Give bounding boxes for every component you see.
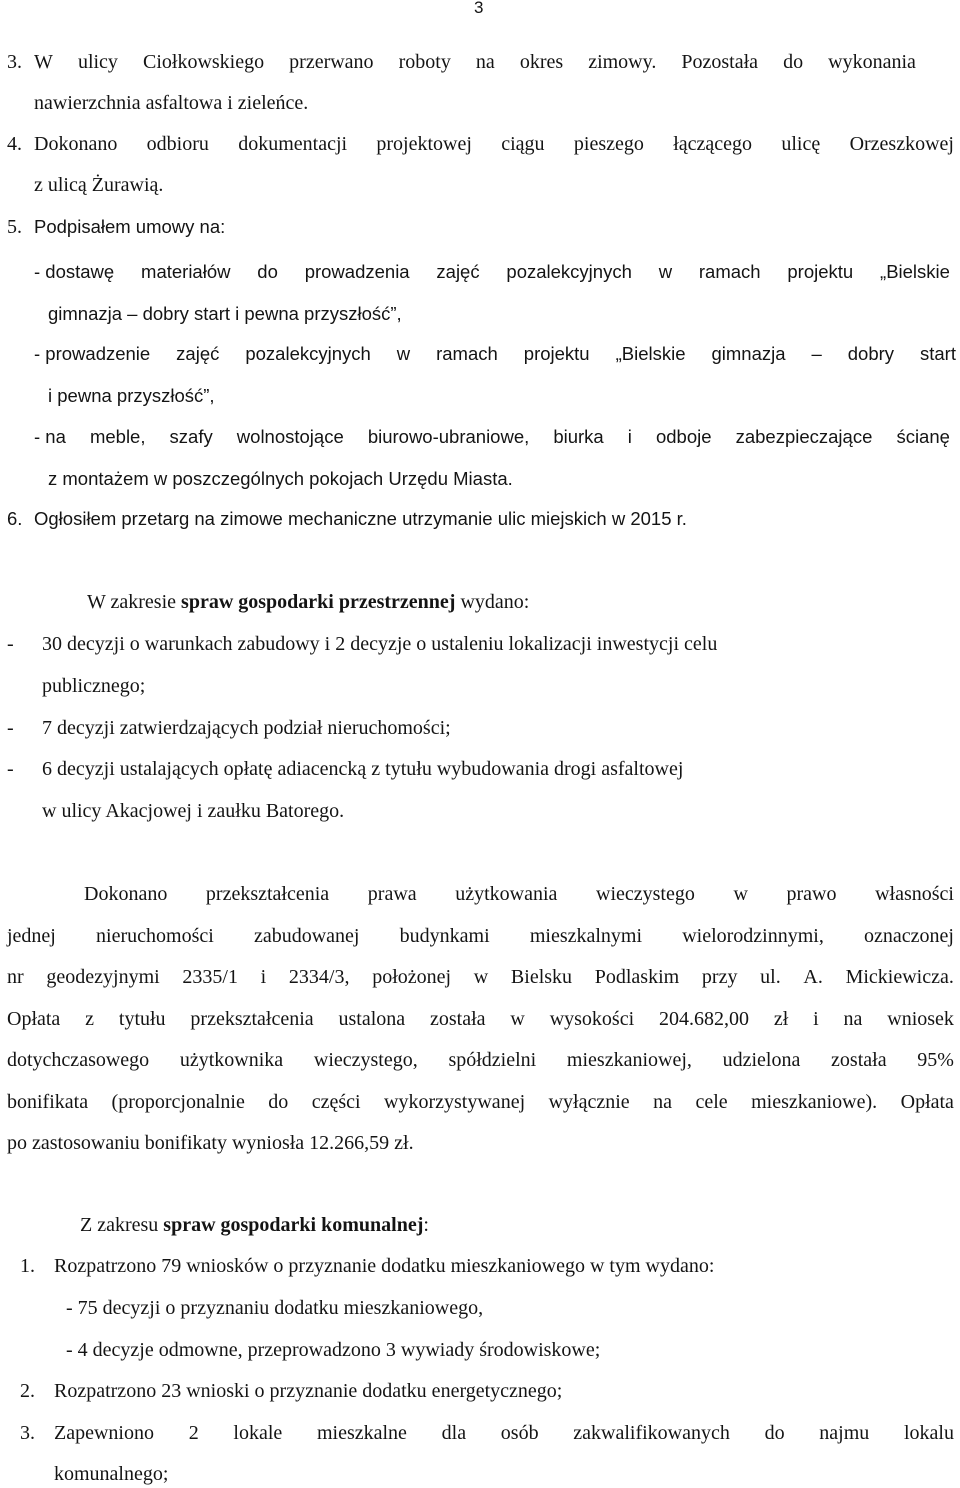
item-5-sub-2-line-1 (34, 342, 956, 366)
word: - prowadzenie (34, 343, 151, 364)
word: biurowo-ubraniowe, (367, 426, 530, 447)
word: łączącego (673, 133, 753, 155)
communal-item-2-number: 2. (20, 1380, 35, 1402)
word: start (920, 343, 956, 364)
word: jednej (7, 925, 56, 947)
word: wysokości (549, 1008, 635, 1030)
spatial-bullet-1-line-1: 30 decyzji o warunkach zabudowy i 2 decyzje o ustaleniu lokalizacji inwestycji celu (42, 633, 718, 655)
word: wykorzystywanej (384, 1091, 526, 1113)
word: nieruchomości (96, 925, 214, 947)
word: dotychczasowego (7, 1049, 150, 1071)
communal-item-1-sub-1: - 75 decyzji o przyznaniu dodatku mieszkaniowego, (66, 1297, 484, 1319)
word: Bielsku (510, 966, 573, 988)
word: projektu (523, 343, 590, 364)
word: 95% (917, 1049, 954, 1071)
item-3-line-2: nawierzchnia asfaltowa i zieleńce. (34, 92, 309, 114)
word: 2334/3, (288, 966, 350, 988)
word: pieszego (573, 133, 644, 155)
word: do (268, 1091, 289, 1113)
word: i (813, 1008, 819, 1030)
word: użytkowania (455, 883, 558, 905)
word: Opłata (7, 1008, 61, 1030)
word: projektu (787, 261, 854, 282)
word: okres (519, 51, 564, 73)
word: oznaczonej (864, 925, 954, 947)
word: zabudowanej (253, 925, 360, 947)
word: Podlaskim (594, 966, 680, 988)
word: wieczystego (596, 883, 695, 905)
word: projektowej (376, 133, 472, 155)
conversion-line-6 (7, 1090, 954, 1114)
word: nr (7, 966, 24, 988)
item-4-line-2: z ulicą Żurawią. (34, 174, 164, 196)
word: 204.682,00 (658, 1008, 749, 1030)
word: użytkownika (179, 1049, 284, 1071)
item-5-sub-3-line-2: z montażem w poszczególnych pokojach Urzędu Miasta. (48, 468, 513, 489)
word: na (653, 1091, 672, 1113)
spatial-bullet-3-dash: - (7, 758, 14, 780)
word: w (473, 966, 489, 988)
word: zajęć (436, 261, 480, 282)
word: przy (701, 966, 738, 988)
word: geodezyjnymi (46, 966, 160, 988)
word: – (811, 343, 822, 364)
word: w (510, 1008, 525, 1030)
item-5-sub-2-line-2: i pewna przyszłość”, (48, 385, 215, 406)
word: tytułu (118, 1008, 166, 1030)
communal-item-3-line-2: komunalnego; (54, 1463, 169, 1485)
word: biurka (553, 426, 604, 447)
word: udzielona (722, 1049, 801, 1071)
item-5-number: 5. (7, 216, 22, 238)
spatial-bullet-3-line-1: 6 decyzji ustalających opłatę adiacencką z tytułu wybudowania drogi asfaltowej (42, 758, 684, 780)
word: gimnazja (711, 343, 786, 364)
word: „Bielskie (880, 261, 950, 282)
word: lokalu (904, 1422, 954, 1444)
word: A. (803, 966, 823, 988)
word: wolnostojące (236, 426, 344, 447)
item-5-sub-1-line-1 (34, 260, 950, 284)
word: na (475, 51, 495, 73)
word: szafy (169, 426, 213, 447)
communal-item-2-text: Rozpatrzono 23 wnioski o przyznanie dodatku energetycznego; (54, 1380, 563, 1402)
word: zabezpieczające (735, 426, 873, 447)
word: - na (34, 426, 66, 447)
word: ciągu (501, 133, 545, 155)
word: dokumentacji (238, 133, 348, 155)
item-3-number: 3. (7, 51, 22, 73)
item-5-sub-1-line-2: gimnazja – dobry start i pewna przyszłość”, (48, 303, 402, 324)
item-4-number: 4. (7, 133, 22, 155)
word: pozalekcyjnych (506, 261, 632, 282)
word: bonifikata (7, 1091, 89, 1113)
word: prawa (367, 883, 417, 905)
word: lokale (233, 1422, 283, 1444)
conversion-line-1 (84, 882, 954, 906)
word: ustalona (338, 1008, 406, 1030)
communal-item-3-number: 3. (20, 1422, 35, 1444)
communal-item-1-sub-2: - 4 decyzje odmowne, przeprowadzono 3 wywiady środowiskowe; (66, 1339, 601, 1361)
word: w (733, 883, 748, 905)
word: w (658, 261, 673, 282)
word: własności (875, 883, 954, 905)
word: przerwano (289, 51, 374, 73)
word: mieszkaniowe). (751, 1091, 878, 1113)
word: w (396, 343, 411, 364)
word: (proporcjonalnie (111, 1091, 245, 1113)
communal-item-1-number: 1. (20, 1255, 35, 1277)
word: prowadzenia (304, 261, 410, 282)
word: Dokonano (84, 883, 168, 905)
item-5-sub-3-line-1 (34, 425, 950, 449)
word: do (257, 261, 278, 282)
conversion-line-5 (7, 1048, 954, 1072)
word: cele (695, 1091, 728, 1113)
spatial-bullet-2-line-1: 7 decyzji zatwierdzających podział nieruchomości; (42, 717, 451, 739)
word: 2335/1 (182, 966, 238, 988)
word: Opłata (900, 1091, 954, 1113)
word: dla (441, 1422, 467, 1444)
word: i (627, 426, 632, 447)
item-5-line-1: Podpisałem umowy na: (34, 216, 226, 237)
word: meble, (89, 426, 146, 447)
word: Mickiewicza. (845, 966, 954, 988)
word: na (843, 1008, 863, 1030)
word: Orzeszkowej (849, 133, 954, 155)
communal-intro: Z zakresu spraw gospodarki komunalnej: (80, 1214, 429, 1236)
word: wielorodzinnymi, (682, 925, 824, 947)
word: z (85, 1008, 95, 1030)
spatial-bullet-1-dash: - (7, 633, 14, 655)
word: przekształcenia (190, 1008, 314, 1030)
item-6-line-1: Ogłosiłem przetarg na zimowe mechaniczne utrzymanie ulic miejskich w 2015 r. (34, 508, 687, 529)
spatial-intro: W zakresie spraw gospodarki przestrzennej wydano: (87, 591, 530, 613)
word: najmu (819, 1422, 870, 1444)
word: mieszkalnymi (529, 925, 643, 947)
word: przekształcenia (205, 883, 330, 905)
word: Zapewniono (54, 1422, 154, 1444)
item-3-line-1 (34, 50, 916, 74)
word: odboje (655, 426, 712, 447)
word: „Bielskie (615, 343, 686, 364)
word: ulicę (781, 133, 821, 155)
word: ramach (436, 343, 498, 364)
word: odbioru (146, 133, 209, 155)
conversion-line-7: po zastosowaniu bonifikaty wyniosła 12.266,59 zł. (7, 1132, 414, 1154)
word: materiałów (141, 261, 231, 282)
communal-item-1-text: Rozpatrzono 79 wniosków o przyznanie dodatku mieszkaniowego w tym wydano: (54, 1255, 715, 1277)
word: W (34, 51, 53, 73)
word: zakwalifikowanych (573, 1422, 730, 1444)
word: prawo (786, 883, 837, 905)
word: roboty (398, 51, 451, 73)
word: spółdzielni (448, 1049, 537, 1071)
word: części (311, 1091, 361, 1113)
spatial-bullet-3-line-2: w ulicy Akacjowej i zaułku Batorego. (42, 800, 345, 822)
word: ulicy (77, 51, 118, 73)
word: położonej (372, 966, 452, 988)
conversion-line-3 (7, 965, 954, 989)
word: ścianę (896, 426, 950, 447)
page-number: 3 (474, 0, 484, 17)
word: została (831, 1049, 887, 1071)
word: osób (500, 1422, 539, 1444)
communal-item-3-line-1 (54, 1421, 954, 1445)
word: i (260, 966, 267, 988)
word: 2 (188, 1422, 199, 1444)
word: Pozostała (681, 51, 759, 73)
conversion-line-2 (7, 924, 954, 948)
word: Dokonano (34, 133, 118, 155)
word: wniosek (887, 1008, 954, 1030)
word: budynkami (399, 925, 490, 947)
word: wyłącznie (548, 1091, 630, 1113)
word: do (783, 51, 804, 73)
word: została (430, 1008, 486, 1030)
item-4-line-1 (34, 132, 954, 156)
word: - dostawę (34, 261, 115, 282)
word: wykonania (828, 51, 916, 73)
word: wieczystego, (313, 1049, 418, 1071)
spatial-bullet-1-line-2: publicznego; (42, 675, 146, 697)
word: pozalekcyjnych (245, 343, 371, 364)
conversion-line-4 (7, 1007, 954, 1031)
word: ul. (760, 966, 781, 988)
word: zajęć (176, 343, 220, 364)
word: dobry (847, 343, 895, 364)
spatial-bullet-2-dash: - (7, 717, 14, 739)
word: ramach (698, 261, 761, 282)
word: zimowy. (588, 51, 657, 73)
word: mieszkaniowej, (566, 1049, 692, 1071)
word: mieszkalne (316, 1422, 407, 1444)
word: do (764, 1422, 785, 1444)
word: Ciołkowskiego (142, 51, 265, 73)
item-6-number: 6. (7, 508, 23, 529)
word: zł (773, 1008, 789, 1030)
